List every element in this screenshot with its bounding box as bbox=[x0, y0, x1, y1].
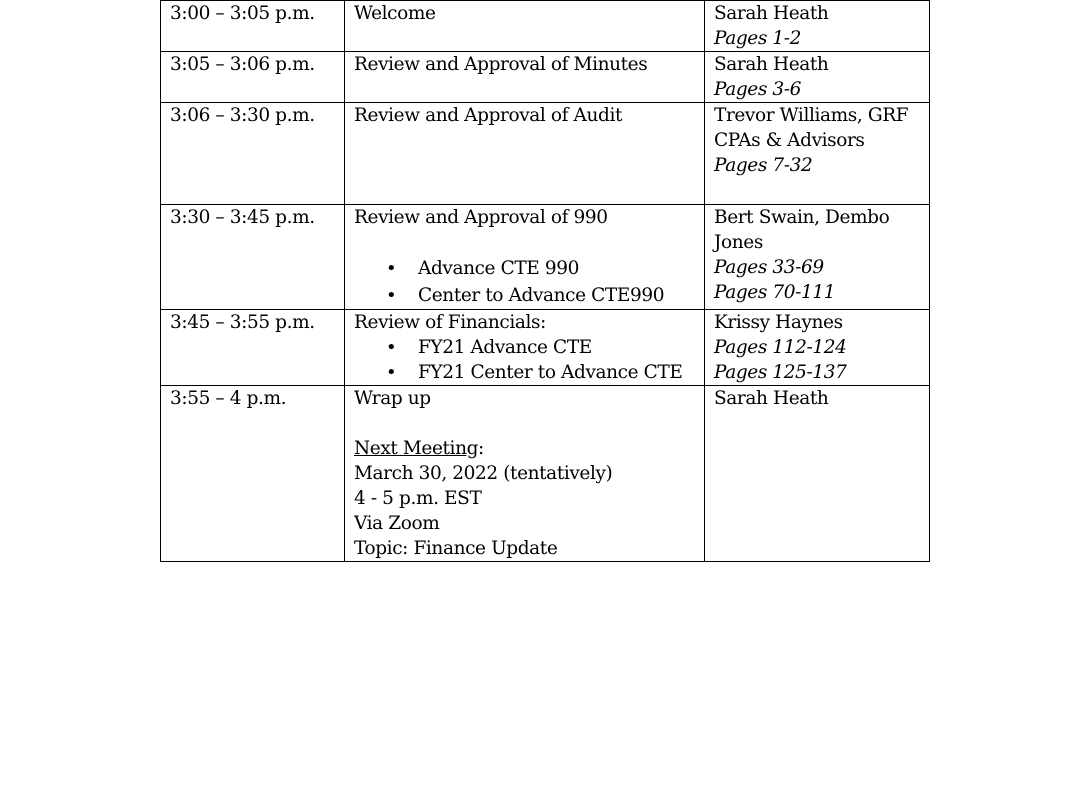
page-reference: Pages 1-2 bbox=[714, 28, 802, 49]
bullet-item: • Advance CTE 990 bbox=[354, 255, 704, 282]
time-slot: 3:05 – 3:06 p.m. bbox=[170, 54, 315, 75]
time-slot: 3:06 – 3:30 p.m. bbox=[170, 105, 315, 126]
meeting-topic: Topic: Finance Update bbox=[354, 538, 558, 559]
agenda-item: Wrap up bbox=[354, 388, 431, 409]
agenda-item: Welcome bbox=[354, 3, 436, 24]
item-cell bbox=[345, 1, 705, 52]
time-cell bbox=[161, 205, 345, 310]
table-row bbox=[161, 386, 930, 562]
bullet-list bbox=[354, 335, 704, 385]
bullet-item: • Center to Advance CTE990 bbox=[354, 282, 704, 309]
table-row bbox=[161, 205, 930, 310]
bullet-item: • FY21 Center to Advance CTE bbox=[354, 360, 704, 385]
presenter-name: Sarah Heath bbox=[714, 388, 829, 409]
page-reference: Pages 125-137 bbox=[714, 362, 847, 383]
time-cell bbox=[161, 310, 345, 386]
page-reference: Pages 112-124 bbox=[714, 337, 847, 358]
page-reference: Pages 33-69 bbox=[714, 257, 824, 278]
presenter-name: Sarah Heath bbox=[714, 3, 829, 24]
presenter-cell bbox=[705, 1, 930, 52]
agenda-item: Review and Approval of Minutes bbox=[354, 54, 648, 75]
meeting-date: March 30, 2022 (tentatively) bbox=[354, 463, 613, 484]
item-cell bbox=[345, 52, 705, 103]
bullet-item: • FY21 Advance CTE bbox=[354, 335, 704, 360]
agenda-item: Review of Financials: bbox=[354, 312, 546, 333]
time-cell bbox=[161, 103, 345, 205]
meeting-venue: Via Zoom bbox=[354, 513, 440, 534]
presenter-cell bbox=[705, 310, 930, 386]
agenda-item: Review and Approval of 990 bbox=[354, 207, 608, 228]
time-slot: 3:55 – 4 p.m. bbox=[170, 388, 287, 409]
next-meeting-label: Next Meeting bbox=[354, 438, 479, 459]
item-cell bbox=[345, 386, 705, 562]
item-cell bbox=[345, 205, 705, 310]
page-reference: Pages 70-111 bbox=[714, 282, 836, 303]
meeting-time: 4 - 5 p.m. EST bbox=[354, 488, 482, 509]
page-reference: Pages 7-32 bbox=[714, 155, 813, 176]
time-cell bbox=[161, 1, 345, 52]
presenter-cell bbox=[705, 386, 930, 562]
presenter-cell bbox=[705, 52, 930, 103]
presenter-name: Krissy Haynes bbox=[714, 312, 843, 333]
presenter-name: Trevor Williams, GRF bbox=[714, 105, 909, 126]
table-row bbox=[161, 52, 930, 103]
presenter-affiliation: Jones bbox=[714, 232, 763, 253]
presenter-affiliation: CPAs & Advisors bbox=[714, 130, 865, 151]
presenter-cell bbox=[705, 103, 930, 205]
presenter-cell bbox=[705, 205, 930, 310]
agenda-item: Review and Approval of Audit bbox=[354, 105, 623, 126]
time-cell bbox=[161, 52, 345, 103]
next-meeting-heading bbox=[354, 436, 704, 461]
item-cell bbox=[345, 103, 705, 205]
table-row bbox=[161, 310, 930, 386]
next-meeting-colon: : bbox=[478, 438, 484, 459]
time-slot: 3:00 – 3:05 p.m. bbox=[170, 3, 315, 24]
bullet-list bbox=[354, 255, 704, 309]
presenter-name: Bert Swain, Dembo bbox=[714, 207, 890, 228]
presenter-name: Sarah Heath bbox=[714, 54, 829, 75]
agenda-table bbox=[160, 0, 930, 562]
time-slot: 3:45 – 3:55 p.m. bbox=[170, 312, 315, 333]
time-cell bbox=[161, 386, 345, 562]
time-slot: 3:30 – 3:45 p.m. bbox=[170, 207, 315, 228]
table-row bbox=[161, 1, 930, 52]
table-row bbox=[161, 103, 930, 205]
page-reference: Pages 3-6 bbox=[714, 79, 802, 100]
item-cell bbox=[345, 310, 705, 386]
